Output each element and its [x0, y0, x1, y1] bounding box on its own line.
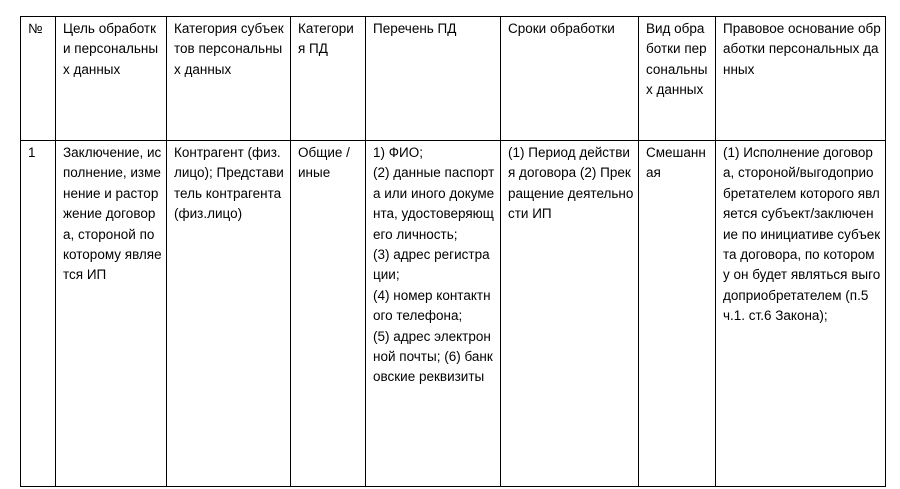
cell-text: (1) Исполнение договора, стороной/выгодоприобретателем которого является субъект/заключение по инициативе субъекта договора, по которому он будет являться выгодоприобретателем (п.5 ч.1. ст.6 Закона);: [723, 145, 881, 324]
header-label: №: [28, 21, 43, 36]
header-processing-type: [639, 17, 716, 141]
header-label: Категория ПД: [298, 21, 354, 57]
cell-text: Заключение, исполнение, изменение и расторжение договора, стороной по которому является ИП: [63, 145, 162, 283]
header-pd-category: [291, 17, 366, 141]
cell-legal-basis: [716, 141, 886, 487]
header-number: [21, 17, 56, 141]
cell-processing-period: [501, 141, 639, 487]
header-label: Цель обработки персональных данных: [63, 21, 159, 77]
cell-text: Контрагент (физ. лицо); Представитель контрагента (физ.лицо): [174, 145, 284, 222]
cell-text: Общие / иные: [298, 145, 350, 181]
header-subject-category: [167, 17, 291, 141]
personal-data-table: [20, 16, 886, 487]
cell-text: (1) Период действия договора (2) Прекращение деятельности ИП: [508, 145, 634, 222]
cell-text: Смешанная: [646, 145, 706, 181]
header-pd-list: [366, 17, 501, 141]
cell-subject-category: [167, 141, 291, 487]
cell-pd-category: [291, 141, 366, 487]
header-label: Категория субъектов персональных данных: [174, 21, 284, 77]
header-purpose: [56, 17, 167, 141]
cell-pd-list: [366, 141, 501, 487]
header-label: Сроки обработки: [508, 21, 615, 36]
header-label: Вид обработки персональных данных: [646, 21, 708, 98]
header-processing-period: [501, 17, 639, 141]
header-label: Правовое основание обработки персональных данных: [723, 21, 881, 77]
cell-text: 1: [28, 145, 36, 160]
cell-processing-type: [639, 141, 716, 487]
table-row: [21, 141, 886, 487]
cell-text: 1) ФИО; (2) данные паспорта или иного документа, удостоверяющего личность; (3) адрес регистрации; (4) номер контактного телефона; (5) адрес электронной почты; (6) банковские реквизиты: [373, 145, 495, 385]
header-legal-basis: [716, 17, 886, 141]
cell-number: [21, 141, 56, 487]
header-label: Перечень ПД: [373, 21, 457, 36]
table-header-row: [21, 17, 886, 141]
cell-purpose: [56, 141, 167, 487]
